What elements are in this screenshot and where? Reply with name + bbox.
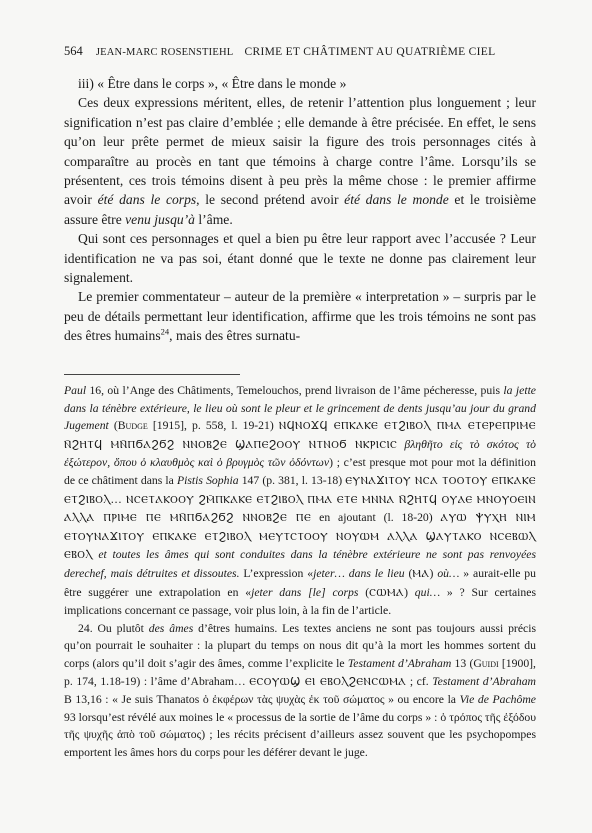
footnotes — [64, 382, 536, 761]
fn23-text: » ? Sur certaines implications concernant ce passage, voir plus loin, à la fin de l’article. — [64, 585, 537, 618]
fn23-greek-1: βληθῆτο εἰς τὸ σκότος τὸ ἐξώτερον, ὅπου ὁ κλαυθμὸς καὶ ὁ βρυγμὸς τῶν ὀδόντων — [64, 437, 536, 470]
fn23-text: [1915], p. 558, l. 19-21) — [147, 419, 279, 433]
footnote-ref-24[interactable]: 24 — [160, 326, 170, 337]
fn23-text: en ajoutant (l. 18-20) — [311, 511, 441, 525]
running-title: CRIME ET CHÂTIMENT AU QUATRIÈME CIEL — [244, 46, 496, 58]
fn23-text: ) — [404, 585, 415, 599]
fn24-text: 93 lorsqu’est révélé aux moines le « processus de la sortie de l’âme du corps » : ὁ τρόπος τῆς ἐξόδου τῆς ψυχῆς ἀπὸ τοῦ σώματος) ; les récits précisent d’ailleurs assez souvent que les psychopompes emportent les âmes hors du corps pour les déférer devant le juge. — [64, 710, 536, 759]
p1-text-d: l’âme. — [194, 211, 233, 227]
fn23-text: ) — [429, 566, 438, 580]
p1-text-c: et le troisième assure être — [64, 192, 536, 227]
fn24-text: 24. Ou plutôt — [78, 621, 149, 635]
fn23-text: ( — [404, 566, 413, 580]
footnote-24 — [64, 620, 536, 762]
fn23-text: ) ; c’est presque mot pour mot la définition de ce châtiment dans la — [64, 456, 536, 487]
fn24-citation-guidi: Guidi — [473, 656, 499, 670]
fn23-italic-jeter-2: jeter dans [le] corps — [251, 585, 359, 599]
fn23-coptic-2: ⲈⲨⲚⲀϪⲒⲦⲞⲨ ⲚⲤⲀ ⲦⲞⲞⲦⲞⲨ ⲈⲠⲔⲀⲔⲈ ⲈⲦϨⲒⲂⲞⲖ... ⲚⲤⲈⲦⲀⲔⲞⲞⲨ ϨⲘ̄ⲠⲔⲀⲔⲈ ⲈⲦϨⲒⲂⲞⲖ ⲠⲘⲀ ⲈⲦⲈ ⲘⲚⲚⲀ Ⲛ̄ϨⲎⲦϤ ⲞⲨⲀⲈ ⲘⲚⲞⲨⲞⲈⲒⲚ ⲀⲖⲖⲀ ⲠⲢⲒⲘⲈ ⲠⲈ ⲘⲚ̄ⲠϬⲀϨϬϨ ⲚⲚⲞⲂϨⲈ ⲠⲈ — [64, 474, 536, 525]
fn23-text: 147 (p. 381, l. 13-18) — [238, 473, 346, 487]
fn24-text: ; cf. — [406, 674, 433, 688]
fn23-italic-paul: Paul — [64, 384, 87, 397]
p1-italic-1: été dans le corps — [97, 192, 197, 208]
fn24-italic-vie: Vie de Pachôme — [459, 693, 536, 707]
footnote-23-continued — [64, 382, 536, 620]
fn23-text: 16, où l’Ange des Châtiments, Temelouchos, prend livraison de l’âme pécheresse, puis — [86, 384, 504, 397]
fn23-coptic-3: ⲀⲨⲰ ⲮⲨⲬⲎ ⲚⲒⲘ ⲈⲦⲞⲨⲚⲀϪⲒⲦⲞⲨ ⲈⲠⲔⲀⲔⲈ ⲈⲦϨⲒⲂⲞⲖ ⲘⲈⲨⲦⲤⲦⲞⲞⲨ ⲚⲞⲨⲰⲘ ⲀⲖⲖⲀ ϢⲀⲨⲦⲀⲔⲞ ⲚⲤⲈⲂⲰⲖ ⲈⲂⲞⲖ — [64, 512, 536, 562]
paragraph-1 — [64, 93, 536, 229]
fn23-coptic-soma: ⲤⲰⲘⲀ — [369, 586, 405, 599]
footnote-separator — [64, 374, 240, 375]
fn24-coptic-1: ⲈⲤⲞⲨⲰϢ ⲈⲒ ⲈⲂⲞⲖϨⲈⲚⲤⲰⲘⲀ — [249, 675, 407, 688]
fn24-italic-testament-1: Testament d’Abraham — [347, 656, 452, 670]
main-text — [64, 74, 536, 346]
fn23-text: » aurait-elle pu être suggérer une extrapolation en « — [64, 566, 536, 599]
paragraph-3 — [64, 287, 536, 345]
p3-text-a: Le premier commentateur – auteur de la première « interpretation » – surpris par le peu de détails permettant leur identification, affirme que les trois témoins ne sont pas des êtres humains — [64, 289, 536, 344]
fn23-italic-translation: et toutes les âmes qui sont conduites dans la ténèbre extérieure ne sont pas renvoyées derechef, mais détruites et dissoutes. — [64, 548, 537, 580]
running-header — [64, 44, 534, 59]
fn23-coptic-ma: ⲘⲀ — [412, 567, 430, 580]
fn23-italic-pistis: Pistis Sophia — [176, 473, 239, 487]
fn24-italic-ames: des âmes — [148, 621, 194, 635]
fn24-text: [1900], p. 174, 1.18-19) : l’âme d’Abraham… — [64, 656, 536, 688]
fn24-text: 13 ( — [451, 656, 474, 670]
fn23-italic-quote: la jette dans la ténèbre extérieure, le lieu où sont le pleur et le grincement de dents jusqu’au jour du grand Jugement — [64, 384, 536, 433]
fn23-text: ( — [358, 585, 370, 599]
fn23-text: ( — [108, 419, 118, 433]
fn24-italic-testament-2: Testament d’Abraham — [432, 674, 537, 688]
p3-text-b: , mais des êtres surnatu- — [169, 328, 301, 344]
fn23-italic-qui: qui… — [414, 585, 441, 599]
p1-text-a: Ces deux expressions méritent, elles, de retenir l’attention plus longuement ; leur signification n’est pas claire d’emblée ; elle demande à être précisée. En effet, le sens qu’on leur prête permet de mieux saisir la figure des trois personnages cités à comparaître au procès en tant que témoins à charge contre l’âme. Lorsqu’ils se présentent, ces trois témoins disent à peu près la même chose : le premier affirme avoir — [64, 95, 536, 208]
running-author: JEAN-MARC ROSENSTIEHL — [95, 47, 234, 58]
fn23-citation-budge: Budge — [117, 419, 148, 433]
fn23-italic-ou: où… — [437, 566, 460, 580]
p1-italic-3: venu jusqu’à — [125, 211, 195, 227]
paragraph-2: Qui sont ces personnages et quel a bien pu être leur rapport avec l’accusée ? Leur identification ne va pas soi, étant donné que le texte ne donne pas clairement leur signalement. — [64, 231, 536, 286]
section-heading: iii) « Être dans le corps », « Être dans le monde » — [78, 76, 347, 91]
p1-italic-2: été dans le monde — [344, 192, 449, 208]
fn23-text: L’expression « — [239, 566, 314, 580]
fn23-coptic-1: ⲚϤⲚⲞϪϤ ⲈⲠⲔⲀⲔⲈ ⲈⲦϨⲒⲂⲞⲖ ⲠⲘⲀ ⲈⲦⲈⲢⲈⲠⲢⲒⲘⲈ Ⲛ̄ϨⲎⲦϤ ⲘⲚ̄ⲠϬⲀϨϬϨ ⲚⲚⲞⲂϨⲈ ϢⲀⲠⲈϨⲞⲞⲨ ⲚⲦⲚⲞϬ ⲚⲔⲢⲒⲤⲒⲤ — [64, 420, 536, 451]
page-number: 564 — [64, 44, 83, 58]
fn23-italic-jeter-1: jeter… dans le lieu — [313, 566, 405, 580]
fn24-text: B 13,16 : « Je suis Thanatos ὁ ἐκφέρων τὰς ψυχὰς ἐκ τοῦ σώματος » ou encore la — [64, 693, 460, 707]
p1-text-b: , le second prétend avoir — [196, 192, 345, 208]
fn24-text: d’êtres humains. Les textes anciens ne sont pas toujours aussi précis qu’on pourrait le souhaiter : la plupart du temps on nous dit qu’à la mort les hommes sortent du corps (alors qu’il doit s’agir des âmes, comme l’explicite le — [64, 621, 536, 670]
